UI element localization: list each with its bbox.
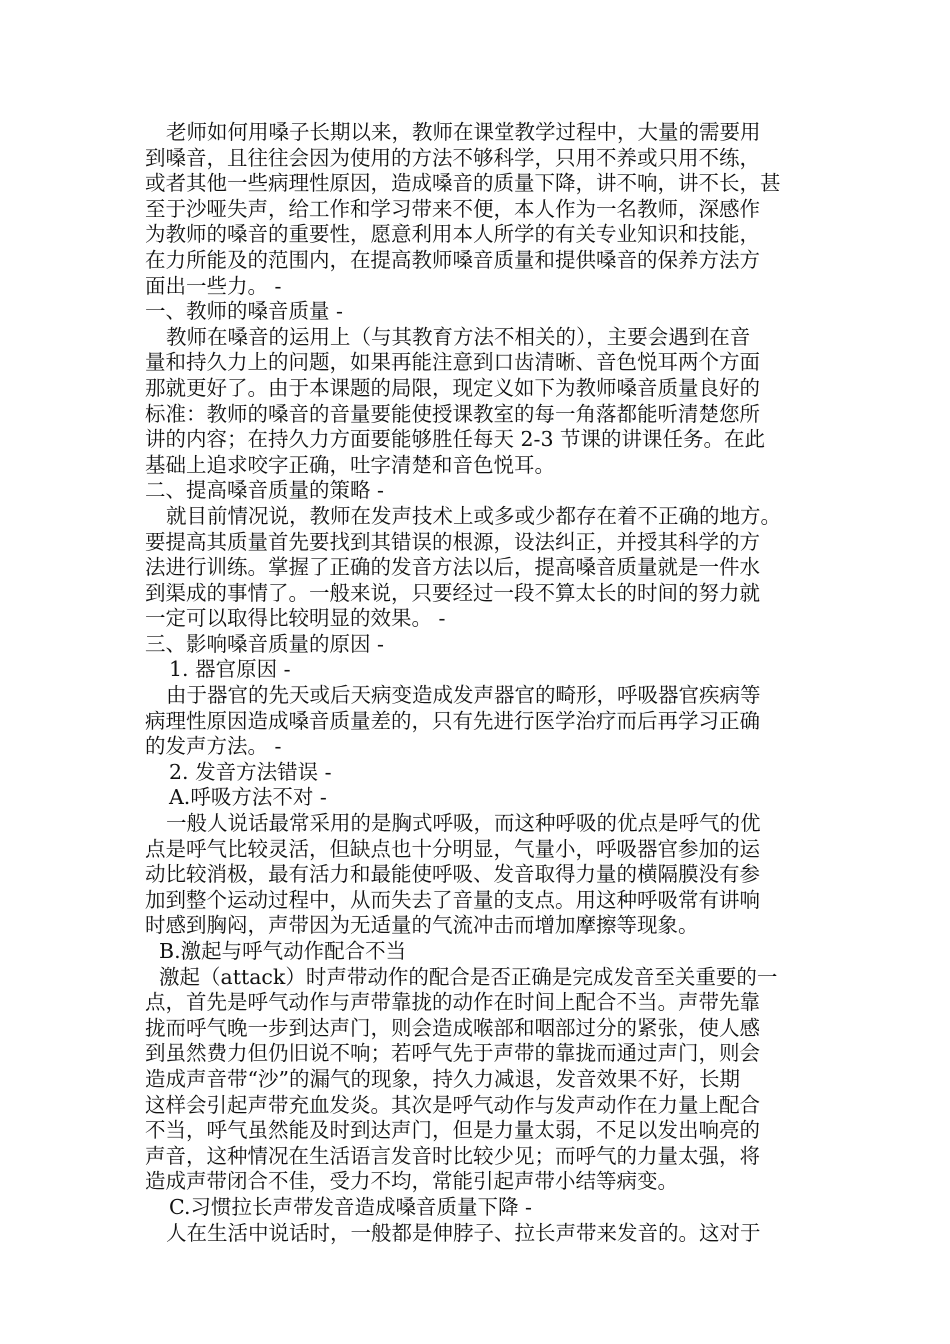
- text-line: 加到整个运动过程中，从而失去了音量的支点。用这种呼吸常有讲响: [145, 887, 760, 912]
- text-line: 造成声带闭合不佳，受力不均，常能引起声带小结等病变。: [145, 1169, 678, 1194]
- text-line: 这样会引起声带充血发炎。其次是呼气动作与发声动作在力量上配合: [145, 1092, 760, 1117]
- text-line: 到渠成的事情了。一般来说，只要经过一段不算太长的时间的努力就: [145, 580, 760, 605]
- text-line: 1. 器官原因 -: [169, 657, 291, 682]
- text-line: 在力所能及的范围内，在提高教师嗓音质量和提供嗓音的保养方法方: [145, 247, 760, 272]
- text-line: B.激起与呼气动作配合不当: [159, 939, 407, 963]
- text-line: 老师如何用嗓子长期以来，教师在课堂教学过程中，大量的需要用: [166, 120, 761, 144]
- text-line: 人在生活中说话时，一般都是伸脖子、拉长声带来发音的。这对于: [166, 1220, 761, 1245]
- text-line: 造成声音带“沙”的漏气的现象，持久力减退，发音效果不好，长期: [145, 1066, 740, 1091]
- text-line: 一定可以取得比较明显的效果。 -: [145, 606, 446, 631]
- text-line: 2. 发音方法错误 -: [169, 759, 332, 784]
- text-line: 点是呼气比较灵活，但缺点也十分明显，气量小，呼吸器官参加的运: [145, 836, 760, 861]
- text-line: 声音，这种情况在生活语言发音时比较少见；而呼气的力量太强，将: [145, 1143, 760, 1168]
- text-line: 那就更好了。由于本课题的局限，现定义如下为教师嗓音质量良好的: [145, 375, 760, 400]
- text-line: 教师在嗓音的运用上（与其教育方法不相关的），主要会遇到在音: [166, 324, 751, 349]
- text-line: 基础上追求咬字正确，吐字清楚和音色悦耳。: [145, 452, 555, 477]
- text-line: 点，首先是呼气动作与声带靠拢的动作在时间上配合不当。声带先靠: [145, 990, 760, 1015]
- text-line: 一般人说话最常采用的是胸式呼吸，而这种呼吸的优点是呼气的优: [166, 811, 761, 836]
- text-line: C.习惯拉长声带发音造成嗓音质量下降 -: [169, 1194, 532, 1219]
- text-line: 激起（attack）时声带动作的配合是否正确是完成发音至关重要的一: [159, 964, 778, 989]
- text-line: 到虽然费力但仍旧说不响；若呼气先于声带的靠拢而通过声门，则会: [145, 1041, 760, 1066]
- text-line: 法进行训练。掌握了正确的发音方法以后，提高嗓音质量就是一件水: [145, 555, 760, 580]
- text-line: 不当，呼气虽然能及时到达声门，但是力量太弱，不足以发出响亮的: [145, 1118, 760, 1143]
- text-line: 至于沙哑失声，给工作和学习带来不便，本人作为一名教师，深感作: [145, 196, 760, 221]
- text-line: 拢而呼气晚一步到达声门，则会造成喉部和咽部过分的紧张，使人感: [145, 1015, 760, 1040]
- text-line: 由于器官的先天或后天病变造成发声器官的畸形，呼吸器官疾病等: [166, 683, 761, 708]
- text-line: 一、教师的嗓音质量 -: [145, 299, 343, 324]
- text-line: 病理性原因造成嗓音质量差的，只有先进行医学治疗而后再学习正确: [145, 708, 760, 733]
- text-line: 讲的内容；在持久力方面要能够胜任每天 2-3 节课的讲课任务。在此: [145, 427, 766, 452]
- document-page: [145, 120, 810, 1246]
- text-line: 二、提高嗓音质量的策略 -: [145, 478, 384, 503]
- text-line: 到嗓音，且往往会因为使用的方法不够科学，只用不养或只用不练，: [145, 145, 760, 170]
- text-line: 面出一些力。 -: [145, 273, 282, 298]
- text-line: 的发声方法。 -: [145, 734, 282, 759]
- text-line: 动比较消极，最有活力和最能使呼吸、发音取得力量的横隔膜没有参: [145, 862, 760, 887]
- text-line: 三、影响嗓音质量的原因 -: [145, 631, 384, 656]
- text-line: 标准：教师的嗓音的音量要能使授课教室的每一角落都能听清楚您所: [145, 401, 760, 426]
- text-line: 量和持久力上的问题，如果再能注意到口齿清晰、音色悦耳两个方面: [145, 350, 760, 375]
- text-line: 要提高其质量首先要找到其错误的根源，设法纠正，并授其科学的方: [145, 529, 760, 554]
- text-line: 时感到胸闷，声带因为无适量的气流冲击而增加摩擦等现象。: [145, 913, 699, 938]
- text-line: 或者其他一些病理性原因，造成嗓音的质量下降，讲不响，讲不长，甚: [145, 171, 781, 196]
- text-line: A.呼吸方法不对 -: [169, 785, 327, 810]
- text-line: 为教师的嗓音的重要性，愿意利用本人所学的有关专业知识和技能，: [145, 222, 760, 247]
- text-line: 就目前情况说，教师在发声技术上或多或少都存在着不正确的地方。: [166, 503, 781, 528]
